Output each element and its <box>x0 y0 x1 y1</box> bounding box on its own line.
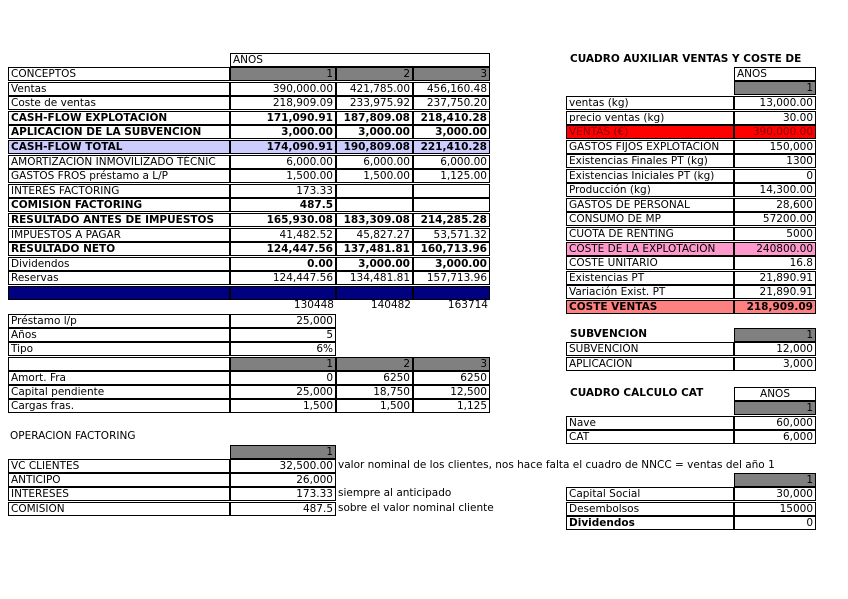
intereses-label: INTERESES <box>8 487 230 501</box>
cf-row-year1: 3,000.00 <box>230 125 336 139</box>
loan-year1-header: 1 <box>230 357 336 371</box>
cat-label: CAT <box>566 430 734 444</box>
nave-value: 60,000 <box>734 416 816 430</box>
aux-row-value: 5000 <box>734 227 816 241</box>
cf-row-year3 <box>413 184 490 198</box>
cf-row-year3 <box>413 198 490 212</box>
cf-row-year1: 171,090.91 <box>230 111 336 125</box>
aux-row-value: 57200.00 <box>734 212 816 226</box>
dividendos-label: Dividendos <box>566 516 734 530</box>
cf-row-label: Reservas <box>8 271 230 285</box>
aux-row-label: Producción (kg) <box>566 183 734 197</box>
aux-title: CUADRO AUXILIAR VENTAS Y COSTE DE <box>570 53 802 65</box>
cf-row-year1: 1 <box>230 67 336 81</box>
subvencion-year-header: 1 <box>734 328 816 342</box>
cf-row-year2: 134,481.81 <box>336 271 413 285</box>
capital-social-value: 30,000 <box>734 487 816 501</box>
cargas-label: Cargas fras. <box>8 399 230 413</box>
aux-year1-header: 1 <box>734 81 816 95</box>
amort-y1: 0 <box>230 371 336 385</box>
aux-row-label: GASTOS DE PERSONAL <box>566 198 734 212</box>
cf-row-year3 <box>413 286 490 300</box>
cf-row-year1: 487.5 <box>230 198 336 212</box>
vc-note: valor nominal de los clientes, nos hace falta el cuadro de NNCC = ventas del año 1 <box>338 459 775 471</box>
aplicacion-value: 3,000 <box>734 357 816 371</box>
cf-row-label: Ventas <box>8 82 230 96</box>
vc-label: VC CLIENTES <box>8 459 230 473</box>
intereses-value: 173.33 <box>230 487 336 501</box>
anticipo-value: 26,000 <box>230 473 336 487</box>
factoring-title: OPERACIÓN FACTORING <box>10 430 136 442</box>
rate-label: Tipo <box>8 342 230 356</box>
cf-row-year1: 41,482.52 <box>230 228 336 242</box>
cf-row-year1 <box>230 286 336 300</box>
cf-row-label: INTERÉS FACTORING <box>8 184 230 198</box>
desembolsos-label: Desembolsos <box>566 502 734 516</box>
cf-row-year2: 1,500.00 <box>336 169 413 183</box>
cat-anos-header: AÑOS <box>734 387 816 401</box>
factoring-year-header: 1 <box>230 445 336 459</box>
loan-year3-header: 3 <box>413 357 490 371</box>
capital-pending-label: Capital pendiente <box>8 385 230 399</box>
aux-row-value: 218,909.09 <box>734 300 816 314</box>
cat-title: CUADRO CÁLCULO CAT <box>570 387 704 399</box>
total-y1: 130448 <box>293 299 334 311</box>
aux-row-value: 390,000.00 <box>734 125 816 139</box>
aux-row-label: COSTE VENTAS <box>566 300 734 314</box>
aux-row-value: 150,000 <box>734 140 816 154</box>
cf-row-year3: 3 <box>413 67 490 81</box>
aux-row-label: Existencias PT <box>566 271 734 285</box>
total-y3: 163714 <box>447 299 488 311</box>
cf-row-year2: 190,809.08 <box>336 140 413 154</box>
aux-row-label: VENTAS (€) <box>566 125 734 139</box>
cf-row-year3: 218,410.28 <box>413 111 490 125</box>
aux-row-label: GASTOS FIJOS EXPLOTACIÓN <box>566 140 734 154</box>
aux-row-value: 13,000.00 <box>734 96 816 110</box>
cf-row-year1: 165,930.08 <box>230 213 336 227</box>
cf-row-year2: 3,000.00 <box>336 257 413 271</box>
aux-row-label: Existencias Finales PT (kg) <box>566 154 734 168</box>
cf-row-year3: 221,410.28 <box>413 140 490 154</box>
cf-row-year2: 3,000.00 <box>336 125 413 139</box>
cf-row-year2: 233,975.92 <box>336 96 413 110</box>
capital-social-label: Capital Social <box>566 487 734 501</box>
subvencion-value: 12,000 <box>734 342 816 356</box>
vc-value: 32,500.00 <box>230 459 336 473</box>
cf-row-label: CONCEPTOS <box>8 67 230 81</box>
cf-row-year1: 1,500.00 <box>230 169 336 183</box>
cf-row-label: Coste de ventas <box>8 96 230 110</box>
cf-row-label: Dividendos <box>8 257 230 271</box>
cf-row-label: RESULTADO NETO <box>8 242 230 256</box>
cf-row-year1: 124,447.56 <box>230 242 336 256</box>
cf-row-label: RESULTADO ANTES DE IMPUESTOS <box>8 213 230 227</box>
aux-row-label: Variación Exist. PT <box>566 285 734 299</box>
cf-row-year2: 45,827.27 <box>336 228 413 242</box>
comision-label: COMISIÓN <box>8 502 230 516</box>
cf-row-year2: 6,000.00 <box>336 155 413 169</box>
cf-row-year2 <box>336 184 413 198</box>
cargas-y2: 1,500 <box>336 399 413 413</box>
subvencion-label: SUBVENCIÓN <box>566 342 734 356</box>
cf-row-year3: 53,571.32 <box>413 228 490 242</box>
total-y2: 140482 <box>370 299 411 311</box>
cf-row-year2: 137,481.81 <box>336 242 413 256</box>
cf-row-year3: 1,125.00 <box>413 169 490 183</box>
intereses-note: siempre al anticipado <box>338 487 452 499</box>
capital-year-header: 1 <box>734 473 816 487</box>
comision-value: 487.5 <box>230 502 336 516</box>
cf-row-year2: 2 <box>336 67 413 81</box>
aux-row-label: COSTE UNITARIO <box>566 256 734 270</box>
cargas-y1: 1,500 <box>230 399 336 413</box>
aux-row-value: 21,890.91 <box>734 285 816 299</box>
aux-row-value: 16.8 <box>734 256 816 270</box>
years-label: Años <box>8 328 230 342</box>
cf-row-label: APLICACIÓN DE LA SUBVENCIÓN <box>8 125 230 139</box>
cf-row-year3: 3,000.00 <box>413 125 490 139</box>
amort-y3: 6250 <box>413 371 490 385</box>
amort-label: Amort. Fra <box>8 371 230 385</box>
cf-row-label: CASH-FLOW TOTAL <box>8 140 230 154</box>
years-value: 5 <box>230 328 336 342</box>
cf-row-year1: 173.33 <box>230 184 336 198</box>
cf-row-label: GASTOS FROS préstamo a L/P <box>8 169 230 183</box>
cf-row-year1: 0.00 <box>230 257 336 271</box>
cf-row-year3: 160,713.96 <box>413 242 490 256</box>
aux-row-value: 28,600 <box>734 198 816 212</box>
cf-row-year1: 218,909.09 <box>230 96 336 110</box>
cf-row-year3: 6,000.00 <box>413 155 490 169</box>
aux-anos-header: AÑOS <box>734 67 816 81</box>
aux-row-label: precio ventas (kg) <box>566 111 734 125</box>
loan-label: Préstamo l/p <box>8 314 230 328</box>
rate-value: 6% <box>230 342 336 356</box>
aux-row-label: Existencias Iniciales PT (kg) <box>566 169 734 183</box>
aux-row-value: 14,300.00 <box>734 183 816 197</box>
cf-row-year2: 187,809.08 <box>336 111 413 125</box>
cf-row-label: IMPUESTOS A PAGAR <box>8 228 230 242</box>
aux-row-label: COSTE DE LA EXPLOTACIÓN <box>566 242 734 256</box>
loan-amount: 25,000 <box>230 314 336 328</box>
cf-row-year1: 174,090.91 <box>230 140 336 154</box>
cf-row-year3: 157,713.96 <box>413 271 490 285</box>
aux-row-value: 240800.00 <box>734 242 816 256</box>
aux-row-value: 1300 <box>734 154 816 168</box>
aux-row-value: 30.00 <box>734 111 816 125</box>
loan-header-blank <box>8 357 230 371</box>
anos-header: AÑOS <box>230 53 490 67</box>
cf-row-year2 <box>336 198 413 212</box>
cf-row-label: CASH-FLOW EXPLOTACIÓN <box>8 111 230 125</box>
aux-row-label: CUOTA DE RENTING <box>566 227 734 241</box>
cf-row-year3: 214,285.28 <box>413 213 490 227</box>
cf-row-label: AMORTIZACIÓN INMOVILIZADO TÉCNIC <box>8 155 230 169</box>
cf-row-year1: 124,447.56 <box>230 271 336 285</box>
cargas-y3: 1,125 <box>413 399 490 413</box>
capital-y1: 25,000 <box>230 385 336 399</box>
cf-row-year3: 237,750.20 <box>413 96 490 110</box>
nave-label: Nave <box>566 416 734 430</box>
cf-row-label: COMISIÓN FACTORING <box>8 198 230 212</box>
cf-row-year2 <box>336 286 413 300</box>
cf-row-year3: 3,000.00 <box>413 257 490 271</box>
capital-y3: 12,500 <box>413 385 490 399</box>
cf-row-year2: 421,785.00 <box>336 82 413 96</box>
capital-y2: 18,750 <box>336 385 413 399</box>
aux-row-value: 21,890.91 <box>734 271 816 285</box>
cf-row-year1: 390,000.00 <box>230 82 336 96</box>
dividendos-value: 0 <box>734 516 816 530</box>
cf-row-year3: 456,160.48 <box>413 82 490 96</box>
aux-row-label: ventas (kg) <box>566 96 734 110</box>
desembolsos-value: 15000 <box>734 502 816 516</box>
anticipo-label: ANTICIPO <box>8 473 230 487</box>
cf-row-year1: 6,000.00 <box>230 155 336 169</box>
cf-row-year2: 183,309.08 <box>336 213 413 227</box>
comision-note: sobre el valor nominal cliente <box>338 502 494 514</box>
aux-row-label: CONSUMO DE MP <box>566 212 734 226</box>
cat-value: 6,000 <box>734 430 816 444</box>
amort-y2: 6250 <box>336 371 413 385</box>
subvencion-title: SUBVENCIÓN <box>570 328 648 340</box>
aplicacion-label: APLICACIÓN <box>566 357 734 371</box>
aux-row-value: 0 <box>734 169 816 183</box>
cf-row-label: AUTOFINANCIACIÓN <box>8 286 230 300</box>
loan-year2-header: 2 <box>336 357 413 371</box>
cat-year-header: 1 <box>734 401 816 415</box>
